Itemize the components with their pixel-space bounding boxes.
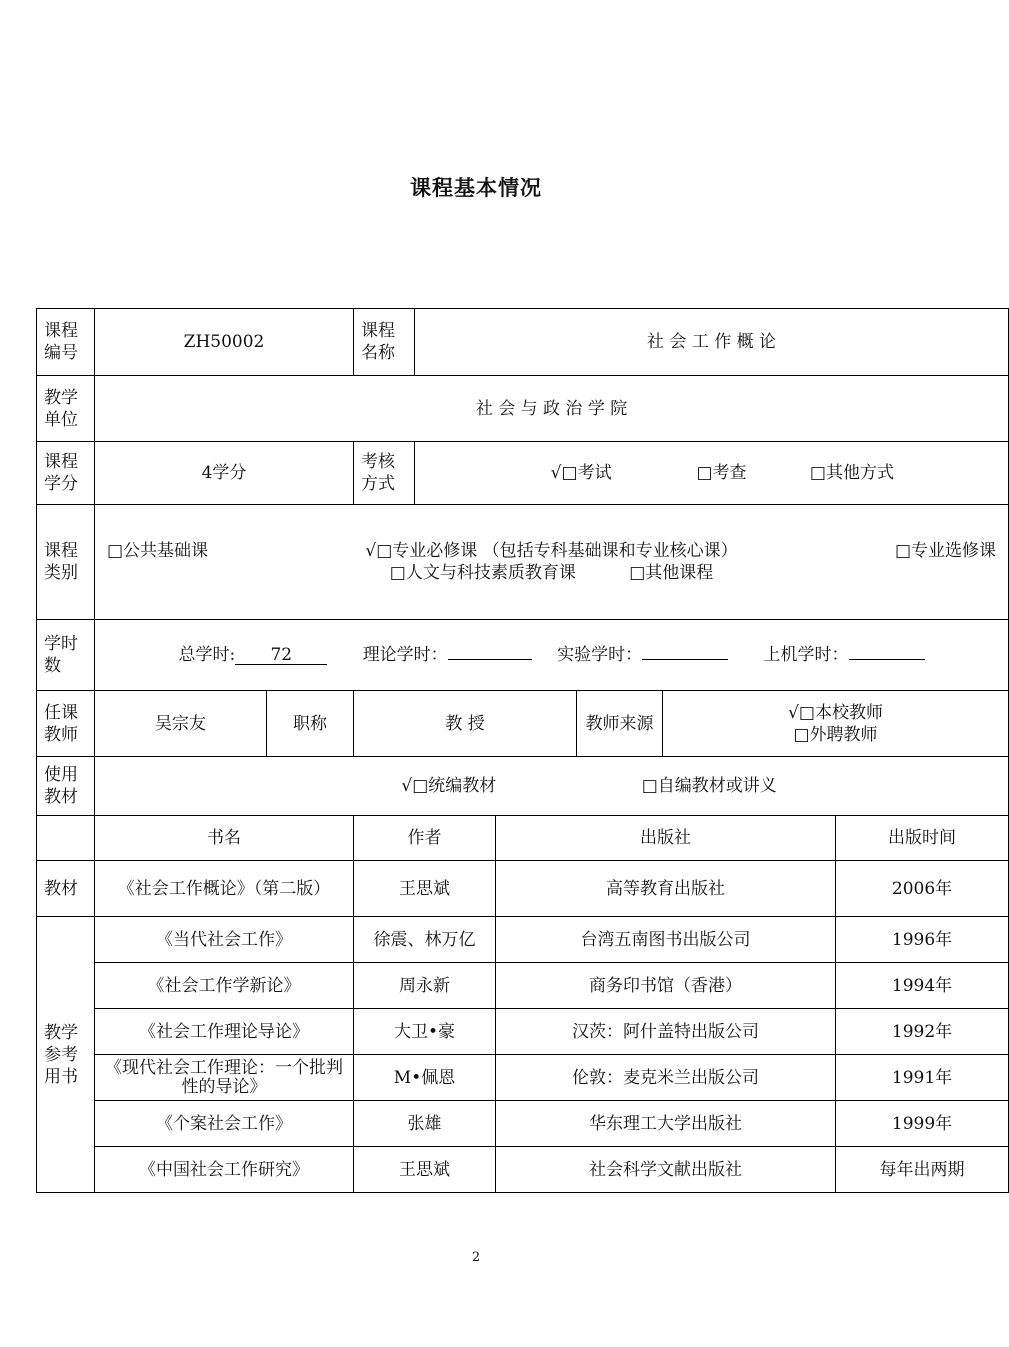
book-header-row — [37, 816, 1009, 861]
hours-values — [95, 620, 1009, 691]
source-options — [663, 691, 1009, 757]
source-option-external[interactable]: □外聘教师 — [793, 724, 878, 745]
material-option-self[interactable]: □自编教材或讲义 — [641, 776, 777, 796]
row-unit — [37, 376, 1009, 442]
theory-hours-label: 理论学时： — [362, 645, 448, 665]
material-option-unified[interactable]: √□统编教材 — [401, 776, 497, 796]
material-label: 使用教材 — [37, 757, 95, 816]
row-hours — [37, 620, 1009, 691]
table-row — [37, 1101, 1009, 1147]
theory-hours-value[interactable] — [448, 659, 532, 660]
assess-label: 考核方式 — [354, 442, 415, 505]
category-humanities[interactable]: □人文与科技素质教育课 — [389, 563, 576, 583]
book-date: 1999年 — [836, 1101, 1009, 1147]
textbook-label: 教材 — [37, 861, 95, 917]
source-option-internal[interactable]: √□本校教师 — [788, 702, 883, 723]
book-date: 1991年 — [836, 1055, 1009, 1101]
book-publisher: 高等教育出版社 — [496, 861, 836, 917]
rank-label: 职称 — [267, 691, 354, 757]
book-date: 1992年 — [836, 1009, 1009, 1055]
book-title: 《社会工作概论》（第二版） — [95, 861, 354, 917]
book-title: 《现代社会工作理论：一个批判性的导论》 — [95, 1055, 354, 1101]
unit-label: 教学单位 — [37, 376, 95, 442]
book-author: 大卫•豪 — [354, 1009, 496, 1055]
source-label: 教师来源 — [577, 691, 663, 757]
row-category — [37, 505, 1009, 620]
credit-label: 课程学分 — [37, 442, 95, 505]
table-row — [37, 1009, 1009, 1055]
book-title: 《当代社会工作》 — [95, 917, 354, 963]
book-author: M•佩恩 — [354, 1055, 496, 1101]
header-publish-date: 出版时间 — [836, 816, 1009, 861]
book-author: 张雄 — [354, 1101, 496, 1147]
book-publisher: 商务印书馆（香港） — [496, 963, 836, 1009]
rank-value: 教 授 — [354, 691, 577, 757]
book-date: 每年出两期 — [836, 1147, 1009, 1193]
category-public-basic[interactable]: □公共基础课 — [107, 541, 209, 561]
book-publisher: 伦敦：麦克米兰出版公司 — [496, 1055, 836, 1101]
course-code: ZH50002 — [95, 309, 354, 376]
category-major-elective[interactable]: □专业选修课 — [895, 541, 997, 561]
assess-option-check[interactable]: □考查 — [696, 463, 747, 483]
lab-hours-label: 实验学时： — [557, 645, 643, 665]
book-author: 王思斌 — [354, 861, 496, 917]
page-title: 课程基本情况 — [410, 176, 542, 200]
book-author: 周永新 — [354, 963, 496, 1009]
course-info-table — [36, 308, 1009, 1193]
book-date: 2006年 — [836, 861, 1009, 917]
credit-value: 4学分 — [95, 442, 354, 505]
table-row — [37, 917, 1009, 963]
category-label: 课程类别 — [37, 505, 95, 620]
book-title: 《个案社会工作》 — [95, 1101, 354, 1147]
row-teacher — [37, 691, 1009, 757]
header-author: 作者 — [354, 816, 496, 861]
book-publisher: 台湾五南图书出版公司 — [496, 917, 836, 963]
total-hours-value[interactable]: 72 — [235, 646, 327, 665]
course-name-label: 课程名称 — [354, 309, 415, 376]
computer-hours-label: 上机学时： — [763, 645, 849, 665]
book-date: 1996年 — [836, 917, 1009, 963]
book-author: 徐震、林万亿 — [354, 917, 496, 963]
unit-value: 社 会 与 政 治 学 院 — [95, 376, 1009, 442]
lab-hours-value[interactable] — [642, 659, 728, 660]
course-code-label: 课程编号 — [37, 309, 95, 376]
category-major-required[interactable]: √□专业必修课 （包括专科基础课和专业核心课） — [365, 541, 738, 561]
book-title: 《中国社会工作研究》 — [95, 1147, 354, 1193]
book-publisher: 华东理工大学出版社 — [496, 1101, 836, 1147]
book-publisher: 社会科学文献出版社 — [496, 1147, 836, 1193]
book-title: 《社会工作学新论》 — [95, 963, 354, 1009]
teacher-name: 吴宗友 — [95, 691, 267, 757]
book-publisher: 汉茨：阿什盖特出版公司 — [496, 1009, 836, 1055]
assess-option-other[interactable]: □其他方式 — [809, 463, 894, 483]
book-title: 《社会工作理论导论》 — [95, 1009, 354, 1055]
row-course-code — [37, 309, 1009, 376]
computer-hours-value[interactable] — [849, 659, 925, 660]
category-other[interactable]: □其他课程 — [629, 563, 714, 583]
row-credit — [37, 442, 1009, 505]
reference-label: 教学参考用书 — [37, 917, 95, 1193]
teacher-label: 任课教师 — [37, 691, 95, 757]
table-row — [37, 1147, 1009, 1193]
book-date: 1994年 — [836, 963, 1009, 1009]
total-hours-label: 总学时: — [178, 645, 236, 665]
assess-options — [415, 442, 1009, 505]
header-book-name: 书名 — [95, 816, 354, 861]
book-header-blank — [37, 816, 95, 861]
header-publisher: 出版社 — [496, 816, 836, 861]
course-name: 社 会 工 作 概 论 — [415, 309, 1009, 376]
assess-option-exam[interactable]: √□考试 — [550, 463, 612, 483]
textbook-row — [37, 861, 1009, 917]
material-options — [95, 757, 1009, 816]
row-material — [37, 757, 1009, 816]
table-row — [37, 963, 1009, 1009]
category-options — [95, 505, 1009, 620]
table-row — [37, 1055, 1009, 1101]
book-author: 王思斌 — [354, 1147, 496, 1193]
page-number: 2 — [471, 1250, 481, 1265]
hours-label: 学时数 — [37, 620, 95, 691]
